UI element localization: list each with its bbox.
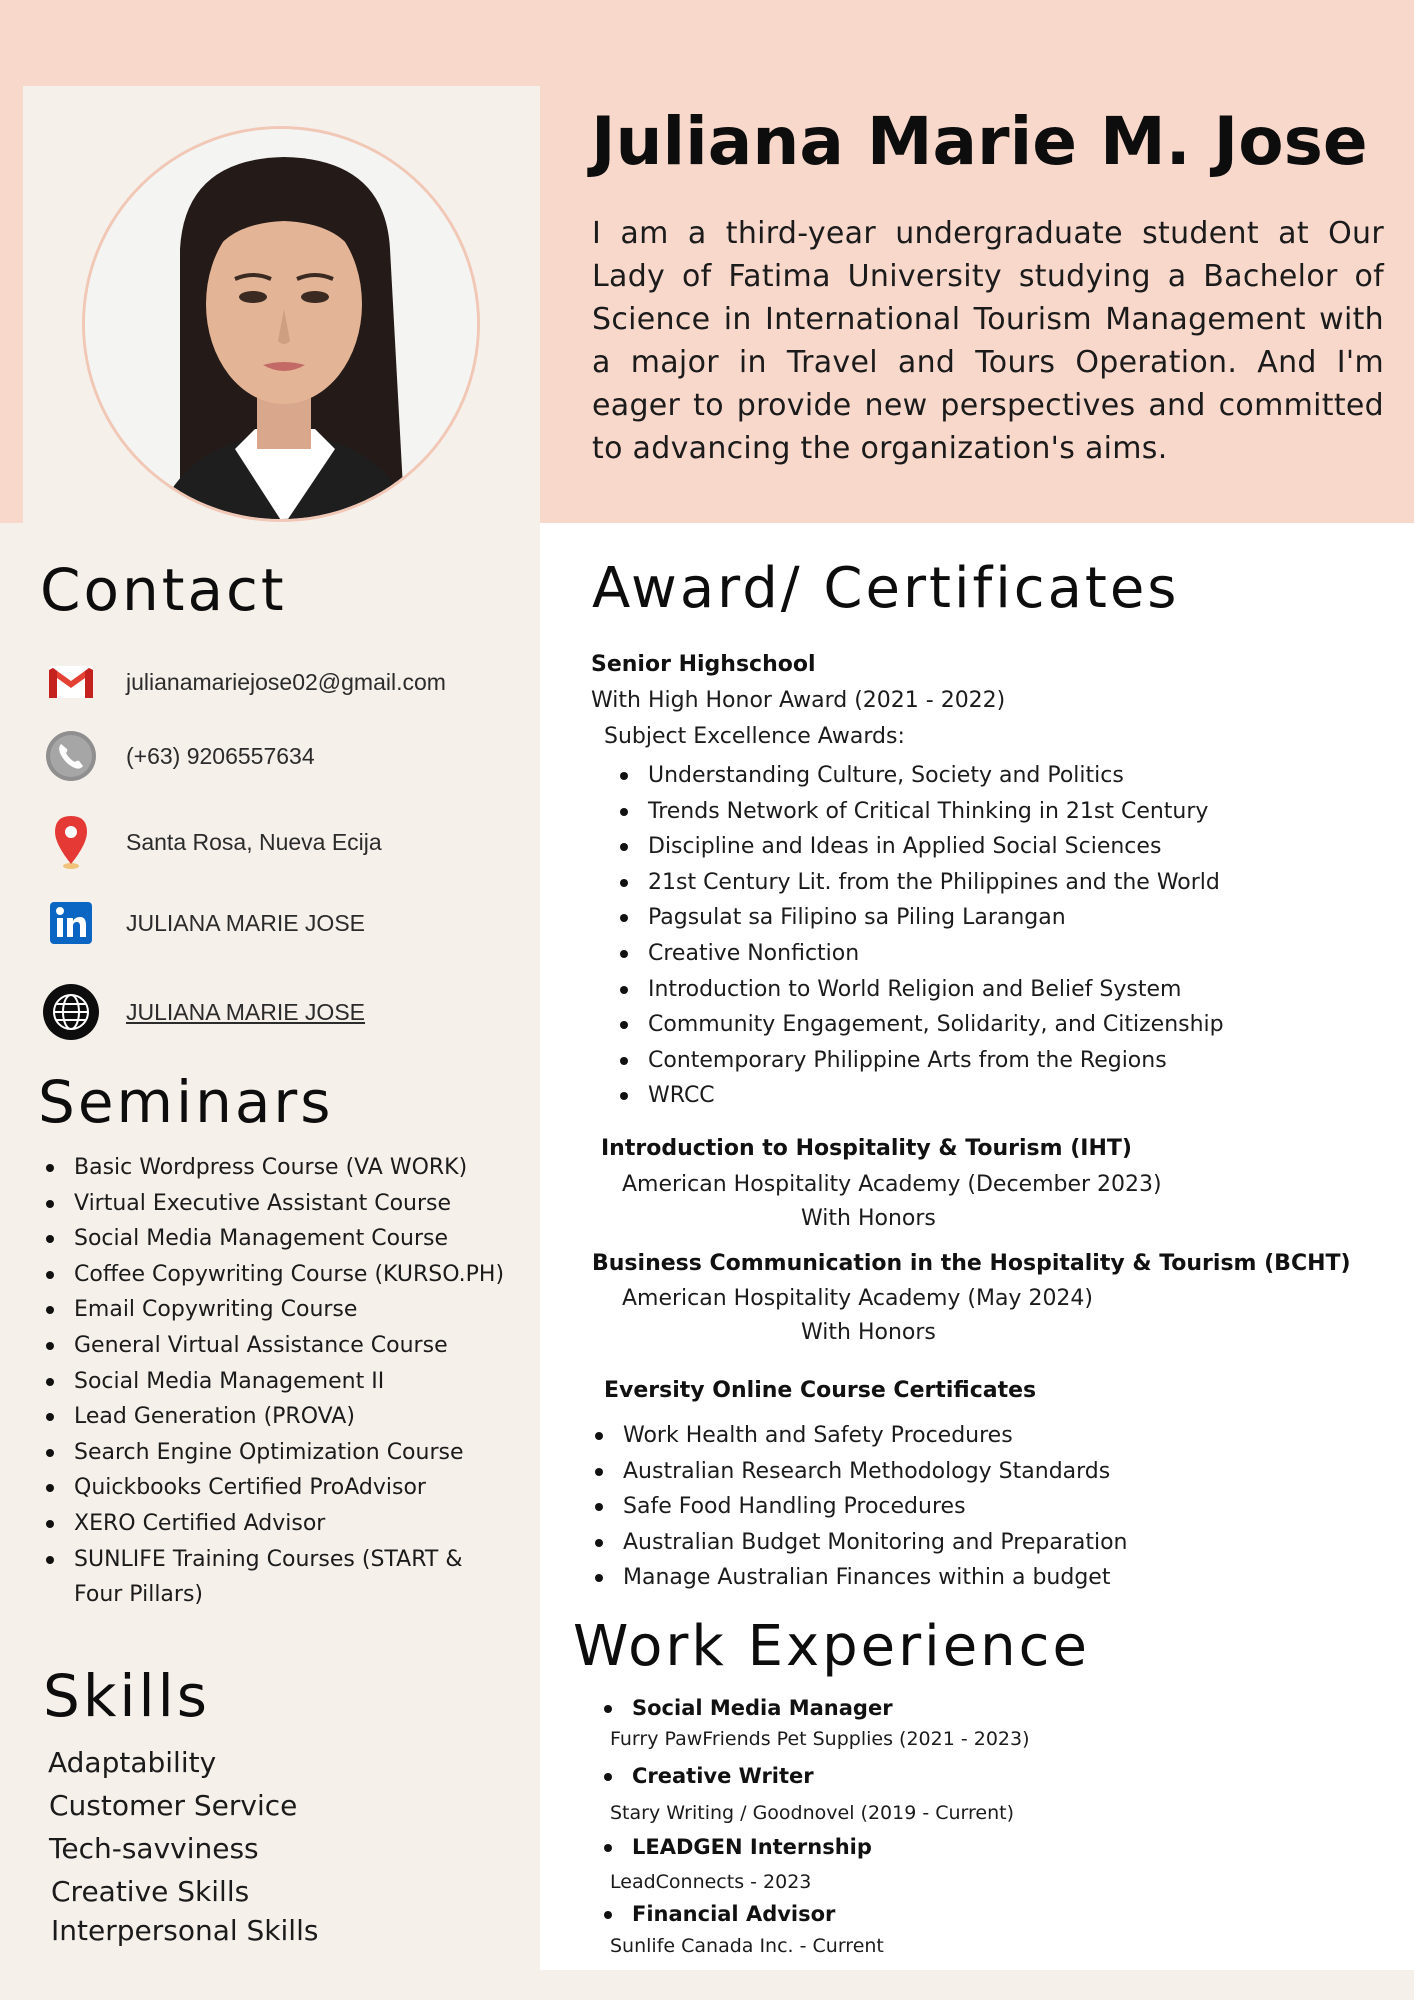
eversity-title: Eversity Online Course Certificates (604, 1378, 1037, 1403)
contact-email[interactable]: julianamariejose02@gmail.com (126, 668, 446, 695)
work-detail: LeadConnects - 2023 (610, 1871, 812, 1893)
work-detail: Sunlife Canada Inc. - Current (610, 1935, 884, 1957)
seminar-item: Virtual Executive Assistant Course (40, 1186, 510, 1222)
skill-item: Customer Service (49, 1789, 298, 1822)
skill-item: Interpersonal Skills (51, 1914, 319, 1947)
profile-photo (82, 126, 480, 522)
intro-summary: I am a third-year undergraduate student at Our Lady of Fatima University studying a Bachelor of Science in International Tourism Management with a major in Travel and Tours Operation. And I'm eager to provide new perspectives and committed to advancing the organization's aims. (592, 216, 1384, 466)
eversity-course-item: Australian Research Methodology Standards (589, 1454, 1389, 1490)
subject-award-item: WRCC (614, 1078, 1394, 1114)
linkedin-icon (40, 895, 102, 951)
work-title: Social Media Manager (632, 1696, 893, 1720)
contact-heading: Contact (40, 556, 287, 624)
subject-award-item: Discipline and Ideas in Applied Social Sciences (614, 829, 1394, 865)
iht-honor: With Honors (801, 1206, 936, 1231)
shs-award: With High Honor Award (2021 - 2022) (591, 688, 1006, 713)
seminar-item: XERO Certified Advisor (40, 1506, 510, 1542)
seminar-item: Email Copywriting Course (40, 1292, 510, 1328)
subject-excellence-label: Subject Excellence Awards: (604, 724, 905, 749)
eversity-course-item: Manage Australian Finances within a budget (589, 1560, 1389, 1596)
seminar-item: Search Engine Optimization Course (40, 1435, 510, 1471)
subject-award-item: Creative Nonfiction (614, 936, 1394, 972)
work-detail: Furry PawFriends Pet Supplies (2021 - 2023) (610, 1728, 1030, 1750)
subject-awards-list (614, 758, 1394, 1114)
seminars-list (40, 1150, 510, 1613)
gmail-icon (40, 654, 102, 710)
eversity-course-item: Australian Budget Monitoring and Preparation (589, 1525, 1389, 1561)
work-heading: Work Experience (573, 1614, 1090, 1679)
skill-item: Adaptability (48, 1746, 217, 1779)
contact-linkedin[interactable]: JULIANA MARIE JOSE (126, 909, 366, 936)
bcht-honor: With Honors (801, 1320, 936, 1345)
contact-linkedin-row[interactable] (40, 895, 365, 951)
seminar-item: General Virtual Assistance Course (40, 1328, 510, 1364)
work-title: Creative Writer (632, 1764, 814, 1788)
contact-location: Santa Rosa, Nueva Ecija (126, 828, 382, 855)
seminar-item: Basic Wordpress Course (VA WORK) (40, 1150, 510, 1186)
bcht-title: Business Communication in the Hospitality & Tourism (BCHT) (592, 1251, 1351, 1276)
seminar-item: Quickbooks Certified ProAdvisor (40, 1470, 510, 1506)
skill-item: Creative Skills (51, 1875, 250, 1908)
subject-award-item: Introduction to World Religion and Belief System (614, 972, 1394, 1008)
work-title: Financial Advisor (632, 1902, 836, 1926)
iht-title: Introduction to Hospitality & Tourism (IHT) (601, 1136, 1132, 1161)
skills-heading: Skills (43, 1662, 210, 1730)
contact-website-link[interactable]: JULIANA MARIE JOSE (126, 998, 366, 1025)
contact-website-row[interactable] (40, 984, 365, 1040)
work-detail: Stary Writing / Goodnovel (2019 - Current) (610, 1802, 1015, 1824)
seminars-heading: Seminars (38, 1068, 334, 1136)
eversity-list (589, 1418, 1389, 1596)
iht-organization: American Hospitality Academy (December 2023) (622, 1172, 1162, 1197)
contact-phone[interactable]: (+63) 9206557634 (126, 742, 315, 769)
bcht-organization: American Hospitality Academy (May 2024) (622, 1286, 1094, 1311)
eversity-course-item: Safe Food Handling Procedures (589, 1489, 1389, 1525)
work-title: LEADGEN Internship (632, 1835, 872, 1859)
seminar-item: Lead Generation (PROVA) (40, 1399, 510, 1435)
seminar-item: SUNLIFE Training Courses (START & Four Pillars) (40, 1542, 510, 1613)
eversity-course-item: Work Health and Safety Procedures (589, 1418, 1389, 1454)
location-pin-icon (40, 814, 102, 870)
subject-award-item: Understanding Culture, Society and Politics (614, 758, 1394, 794)
contact-phone-row[interactable] (40, 728, 315, 784)
subject-award-item: Contemporary Philippine Arts from the Regions (614, 1043, 1394, 1079)
subject-award-item: 21st Century Lit. from the Philippines and the World (614, 865, 1394, 901)
contact-location-row (40, 814, 382, 870)
awards-heading: Award/ Certificates (592, 556, 1180, 621)
contact-email-row[interactable] (40, 654, 446, 710)
subject-award-item: Community Engagement, Solidarity, and Citizenship (614, 1007, 1394, 1043)
seminar-item: Coffee Copywriting Course (KURSO.PH) (40, 1257, 510, 1293)
subject-award-item: Pagsulat sa Filipino sa Piling Larangan (614, 900, 1394, 936)
phone-icon (40, 728, 102, 784)
seminar-item: Social Media Management Course (40, 1221, 510, 1257)
subject-award-item: Trends Network of Critical Thinking in 21st Century (614, 794, 1394, 830)
globe-icon (40, 984, 102, 1040)
full-name: Juliana Marie M. Jose (591, 103, 1368, 180)
seminar-item: Social Media Management II (40, 1364, 510, 1400)
shs-title: Senior Highschool (591, 652, 816, 677)
skill-item: Tech-savviness (49, 1832, 259, 1865)
